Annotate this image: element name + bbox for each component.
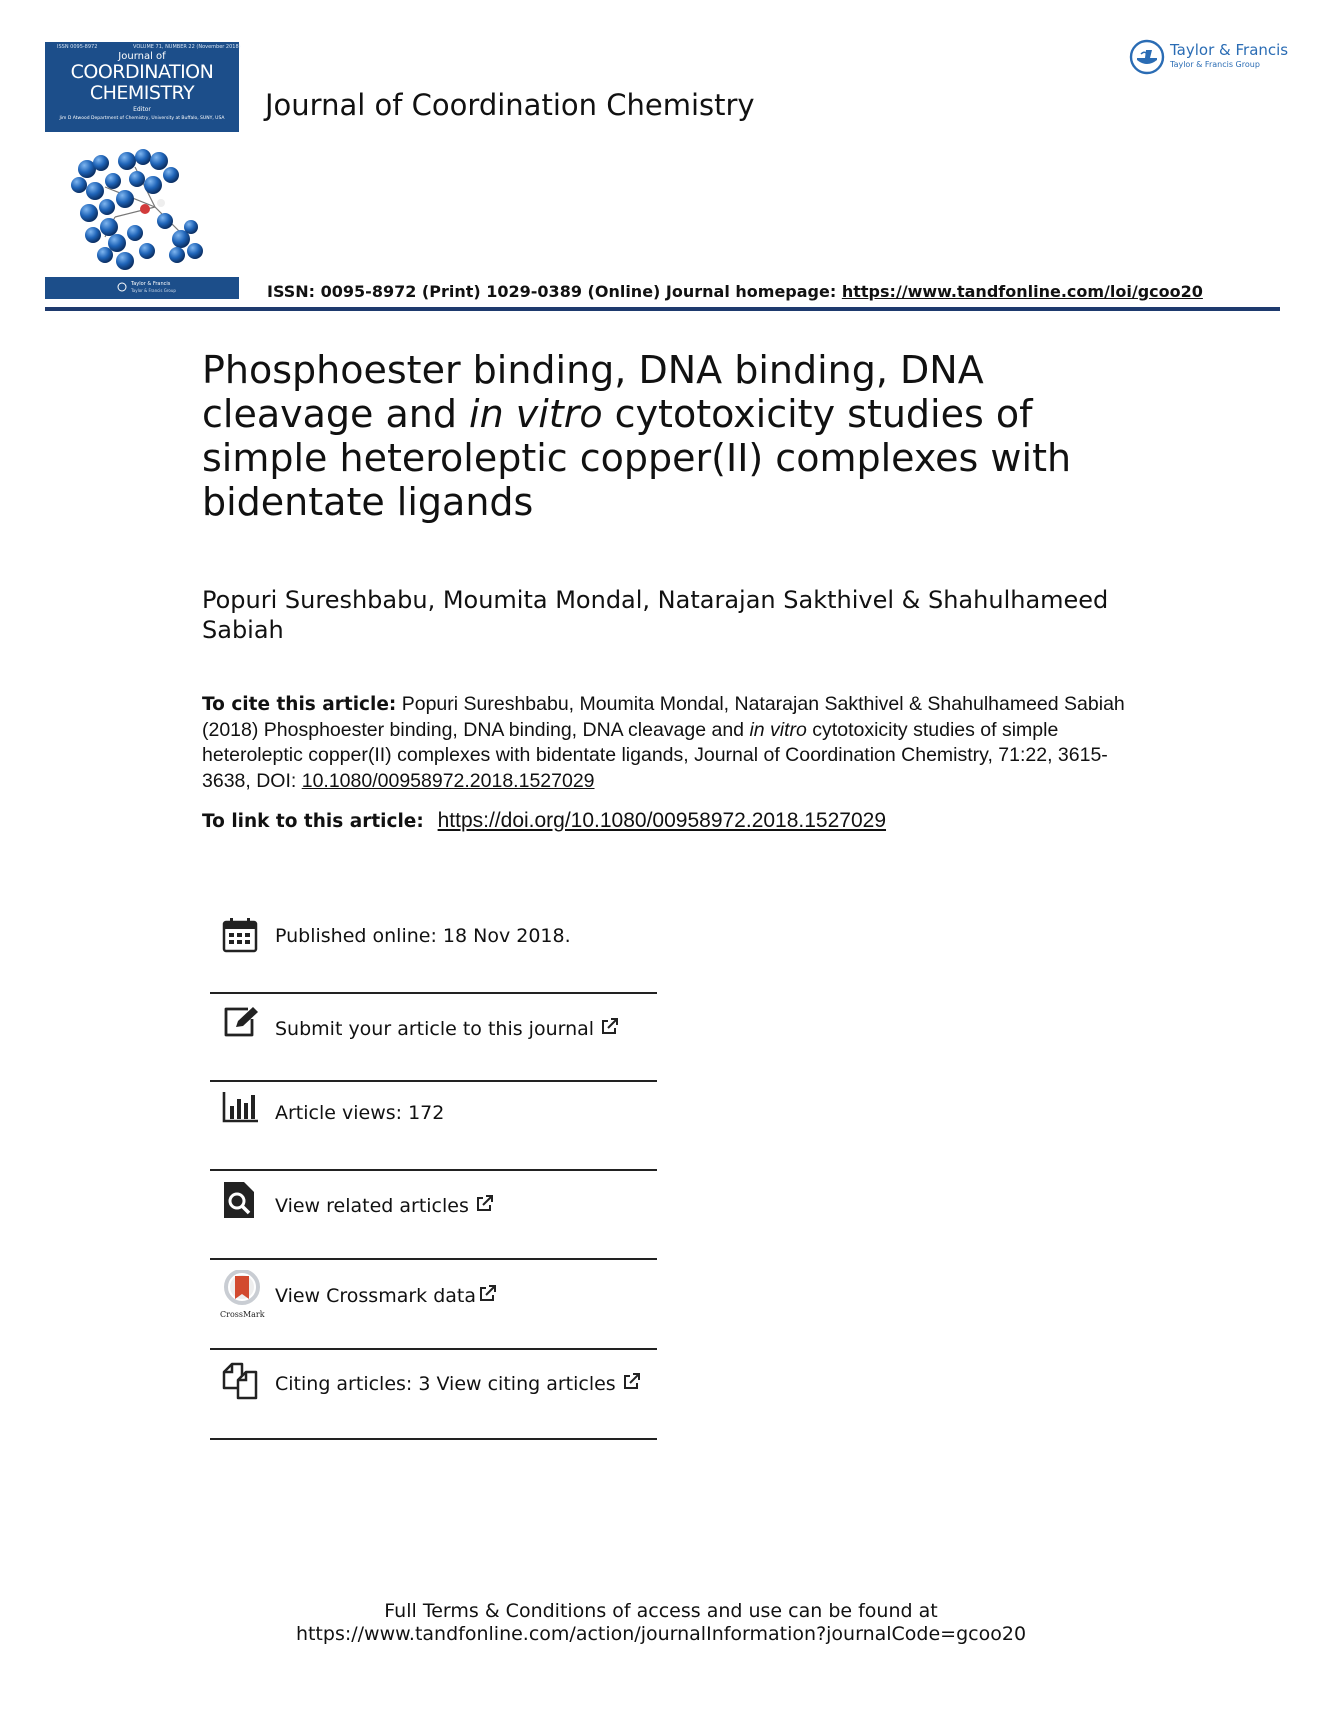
publisher-group: Taylor & Francis Group [1170,60,1260,69]
cover-volume: VOLUME 71, NUMBER 22 (November 2018) [133,44,241,50]
external-link-icon [478,1284,497,1303]
external-link-icon [622,1372,641,1391]
journal-homepage-link[interactable]: https://www.tandfonline.com/loi/gcoo20 [841,282,1203,301]
publisher-logo-icon [117,282,127,292]
title-part1: Phosphoester binding, DNA binding, DNA cleavage and [202,348,984,436]
terms-line1: Full Terms & Conditions of access and use can be found at [384,1600,938,1622]
calendar-icon [222,917,258,953]
issn-line [267,282,1203,301]
cover-title-line2: CHEMISTRY [89,82,195,104]
citation-text-part2: cytotoxicity studies of simple heteroleptic copper(II) complexes with bidentate ligands, Journal of Coordination Chemistry, 71:22, 3615-3638, DOI: [202,718,1108,792]
citation-text-part1: Popuri Sureshbabu, Moumita Mondal, Natarajan Sakthivel & Shahulhameed Sabiah (2018) Phosphoester binding, DNA binding, DNA cleavage and [202,693,1125,741]
molecule-image [65,147,215,272]
info-divider [210,1080,657,1082]
citing-articles-link[interactable] [275,1372,641,1395]
document-search-icon [222,1180,256,1220]
edit-icon [222,1005,260,1039]
views-row [210,1090,657,1130]
title-part2: cytotoxicity studies of simple heteroleptic copper(II) complexes with bidentate ligands [202,392,1072,524]
cover-editor-label: Editor [133,106,151,113]
crossmark-row[interactable] [210,1270,657,1318]
publisher-name: Taylor & Francis [1170,41,1289,59]
external-link-icon [475,1194,494,1213]
citing-articles-label: Citing articles: 3 View citing articles [275,1373,616,1395]
cover-title-band [45,42,239,132]
cover-journal-of: Journal of [118,51,166,62]
citation-block [202,692,1132,794]
cover-editor-line: Jim D Atwood Department of Chemistry, University at Buffalo, SUNY, USA [59,116,225,121]
cover-title-line1: COORDINATION [70,61,214,83]
cover-publisher-sub: Taylor & Francis Group [131,288,176,293]
issn-text: ISSN: 0095-8972 (Print) 1029-0389 (Online) Journal homepage: [267,282,837,301]
header-divider [45,307,1280,311]
info-divider [210,1258,657,1260]
info-divider [210,992,657,994]
citation-italic: in vitro [749,718,807,741]
journal-cover [45,42,239,300]
info-divider [210,1169,657,1171]
view-related-label: View related articles [275,1195,469,1217]
cover-issn: ISSN 0095-8972 [57,44,98,50]
view-related-link[interactable] [275,1194,494,1217]
journal-name: Journal of Coordination Chemistry [265,88,755,122]
article-link-line [202,809,1132,833]
submit-row[interactable] [210,1003,657,1043]
terms-footer [0,1600,1322,1646]
info-divider [210,1438,657,1440]
external-link-icon [600,1017,619,1036]
cover-publisher: Taylor & Francis [131,281,171,287]
article-authors: Popuri Sureshbabu, Moumita Mondal, Natarajan Sakthivel & Shahulhameed Sabiah [202,586,1109,644]
taylor-francis-logo-icon [1128,38,1166,76]
crossmark-label: CrossMark [220,1310,265,1319]
article-views: Article views: 172 [275,1102,445,1124]
cover-publisher-band [45,277,239,299]
title-italic: in vitro [469,392,603,436]
citation-doi-link[interactable]: 10.1080/00958972.2018.1527029 [301,769,595,792]
submit-article-link[interactable] [275,1017,619,1040]
published-date: Published online: 18 Nov 2018. [275,925,571,947]
citation-label: To cite this article: [202,694,397,715]
submit-article-label: Submit your article to this journal [275,1018,595,1040]
citing-articles-icon [222,1360,260,1400]
citing-row[interactable] [210,1360,657,1404]
article-title [202,348,1162,524]
view-crossmark-label: View Crossmark data [275,1285,477,1307]
published-row [210,915,657,955]
related-row[interactable] [210,1180,657,1220]
view-crossmark-link[interactable] [275,1284,497,1307]
article-doi-url[interactable]: https://doi.org/10.1080/00958972.2018.1527029 [437,809,887,832]
bar-chart-icon [222,1090,260,1124]
link-label: To link to this article: [202,811,424,832]
info-divider [210,1348,657,1350]
terms-url[interactable]: https://www.tandfonline.com/action/journalInformation?journalCode=gcoo20 [295,1623,1027,1645]
